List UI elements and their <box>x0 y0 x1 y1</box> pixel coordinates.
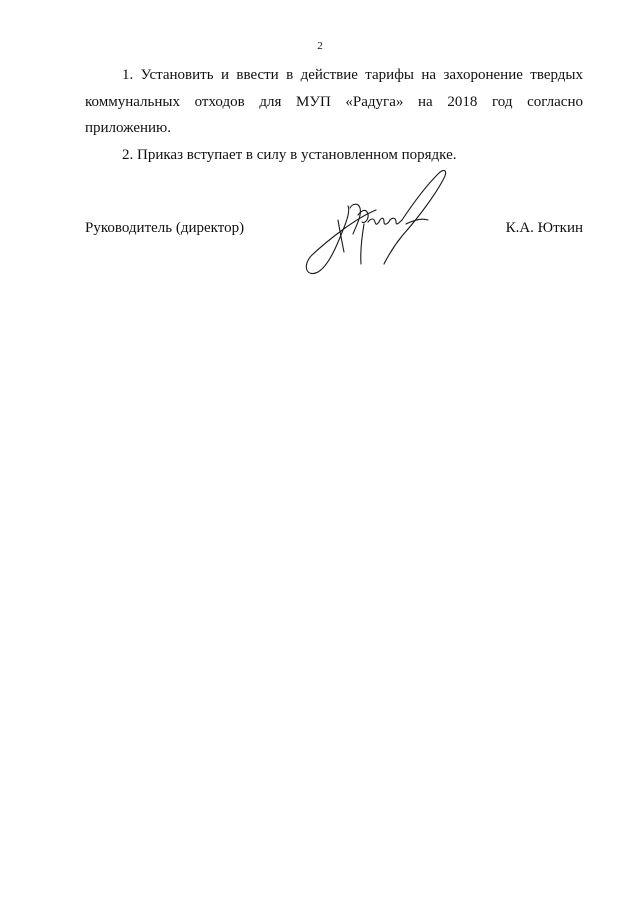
signer-title: Руководитель (директор) <box>85 220 245 236</box>
order-paragraph-1: 1. Установить и ввести в действие тарифы на захоронение твердых коммунальных отходов для МУП «Радуга» на 2018 год согласно приложению. <box>85 67 583 136</box>
order-text <box>85 62 583 168</box>
handwritten-signature <box>298 160 458 285</box>
order-paragraph-2: 2. Приказ вступает в силу в установленном порядке. <box>122 146 457 163</box>
page-number: 2 <box>317 40 323 52</box>
signer-name: К.А. Юткин <box>505 220 583 236</box>
